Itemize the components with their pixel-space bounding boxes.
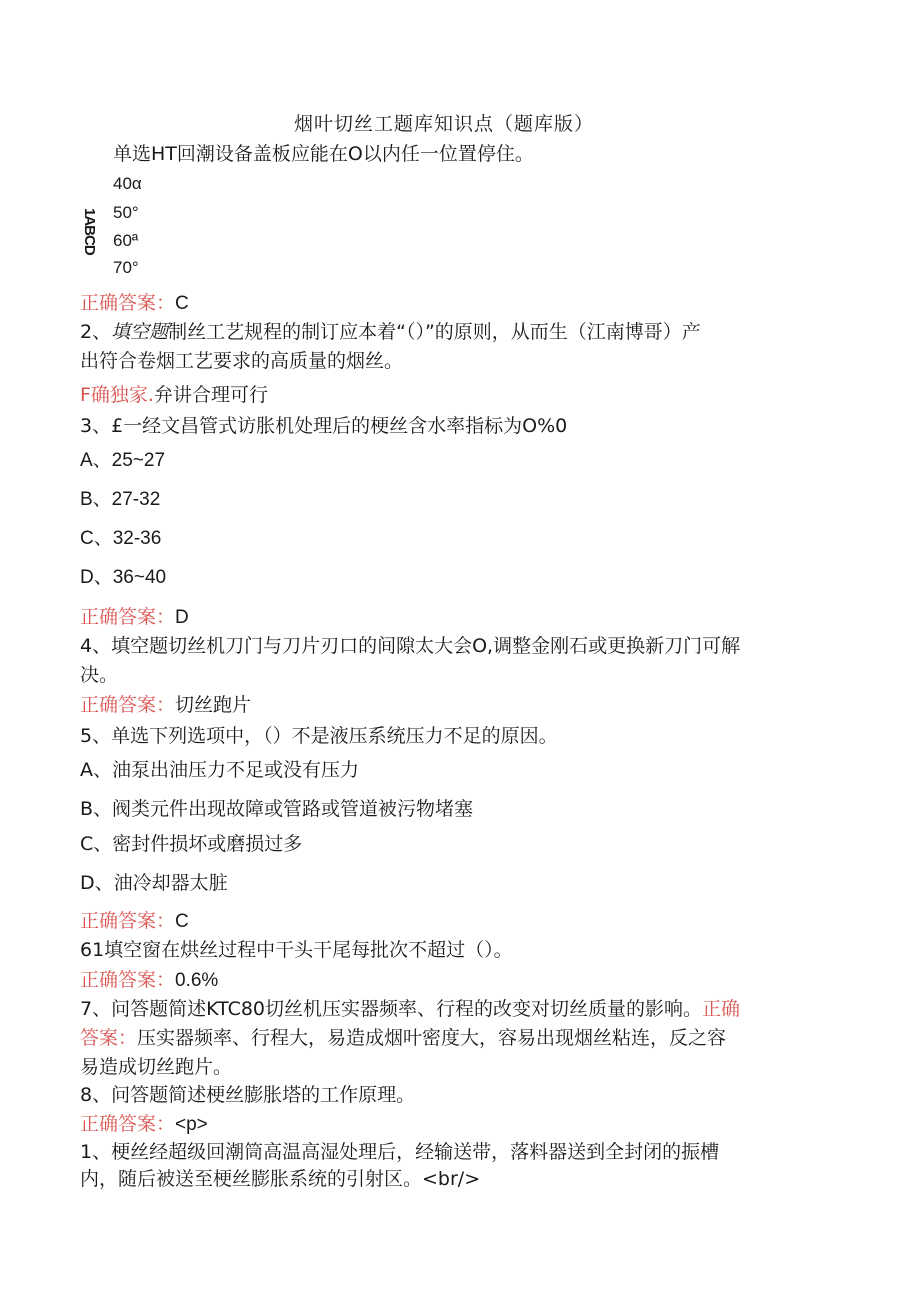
answer-value: D <box>175 607 189 628</box>
q2-stem-line1 <box>80 320 701 344</box>
answer-label: 答案： <box>80 1027 138 1049</box>
q7-stem-text: 7、问答题简述KTC80切丝机压实器频率、行程的改变对切丝质量的影响。 <box>80 998 703 1020</box>
q3-answer <box>80 605 189 630</box>
q6-answer <box>80 968 218 993</box>
q1-option-d: 70° <box>113 258 139 277</box>
answer-value: 弁讲合理可行 <box>153 384 268 406</box>
q1-answer <box>80 291 189 316</box>
answer-label: 正确答案： <box>80 694 176 716</box>
q5-option-b: B、阀类元件出现故障或管路或管道被污物堵塞 <box>80 798 474 820</box>
q5-option-d: D、油冷却器太脏 <box>80 872 228 894</box>
q6-stem: 61填空窗在烘丝过程中干头干尾每批次不超过（）。 <box>80 939 513 961</box>
answer-value: 切丝跑片 <box>175 694 252 716</box>
q3-option-a: A、25~27 <box>80 450 166 471</box>
answer-label: 正确答案： <box>80 1113 176 1135</box>
q5-option-a: A、油泵出油压力不足或没有压力 <box>80 759 359 781</box>
answer-label: 正确答案： <box>80 606 176 628</box>
q2-answer <box>80 383 268 407</box>
q2-number: 2、 <box>80 321 112 343</box>
q2-type: 填空题 <box>111 321 169 343</box>
q2-stem-text: 制丝工艺规程的制订应本着“（）”的原则，从而生（江南博哥）产 <box>168 321 701 343</box>
q3-stem: 3、£一经文昌管式访胀机处理后的梗丝含水率指标为O%0 <box>80 415 568 437</box>
answer-value: C <box>175 911 189 932</box>
q4-stem-line1: 4、填空题切丝机刀门与刀片刃口的间隙太大会O,调整金刚石或更换新刀门可解 <box>80 635 741 657</box>
q8-stem: 8、问答题简述梗丝膨胀塔的工作原理。 <box>80 1084 416 1106</box>
answer-label: 正确 <box>702 998 741 1020</box>
q3-option-d: D、36~40 <box>80 567 167 588</box>
q1-option-a: 40α <box>113 174 142 193</box>
answer-label: 正确答案： <box>80 910 176 932</box>
answer-label: F确独家. <box>80 384 154 406</box>
answer-value: C <box>175 293 189 314</box>
answer-label: 正确答案： <box>80 969 176 991</box>
q8-answer-line1: 1、梗丝经超级回潮筒高温高湿处理后，经输送带，落料器送到全封闭的振槽 <box>80 1141 720 1163</box>
q7-stem-line1 <box>80 997 740 1021</box>
q4-stem-line2: 决。 <box>80 664 119 686</box>
q5-option-c: C、密封件损坏或磨损过多 <box>80 833 303 855</box>
answer-value: 压实器频率、行程大，易造成烟叶密度大，容易出现烟丝粘连，反之容 <box>137 1027 727 1049</box>
q3-option-b: B、27-32 <box>80 489 161 510</box>
answer-value: <p> <box>175 1114 208 1135</box>
q4-answer <box>80 693 251 717</box>
q1-option-c: 60ª <box>113 231 139 250</box>
q8-answer <box>80 1112 208 1137</box>
q8-answer-line2: 内，随后被送至梗丝膨胀系统的引射区。<br/> <box>80 1168 481 1190</box>
q1-side-mark: 1ABCD <box>81 208 98 255</box>
q1-stem: 单选HT回潮设备盖板应能在O以内任一位置停住。 <box>113 143 534 165</box>
q1-option-b: 50° <box>113 203 139 222</box>
q3-option-c: C、32-36 <box>80 528 162 549</box>
page-title: 烟叶切丝工题库知识点（题库版） <box>294 113 595 135</box>
answer-value: 0.6% <box>175 970 219 991</box>
q7-answer-line1 <box>80 1026 726 1050</box>
q5-answer <box>80 909 189 934</box>
answer-label: 正确答案： <box>80 292 176 314</box>
q2-stem-line2: 出符合卷烟工艺要求的高质量的烟丝。 <box>80 350 404 372</box>
q5-stem: 5、单选下列选项中，（）不是液压系统压力不足的原因。 <box>80 725 558 747</box>
q7-answer-line2: 易造成切丝跑片。 <box>80 1056 233 1078</box>
